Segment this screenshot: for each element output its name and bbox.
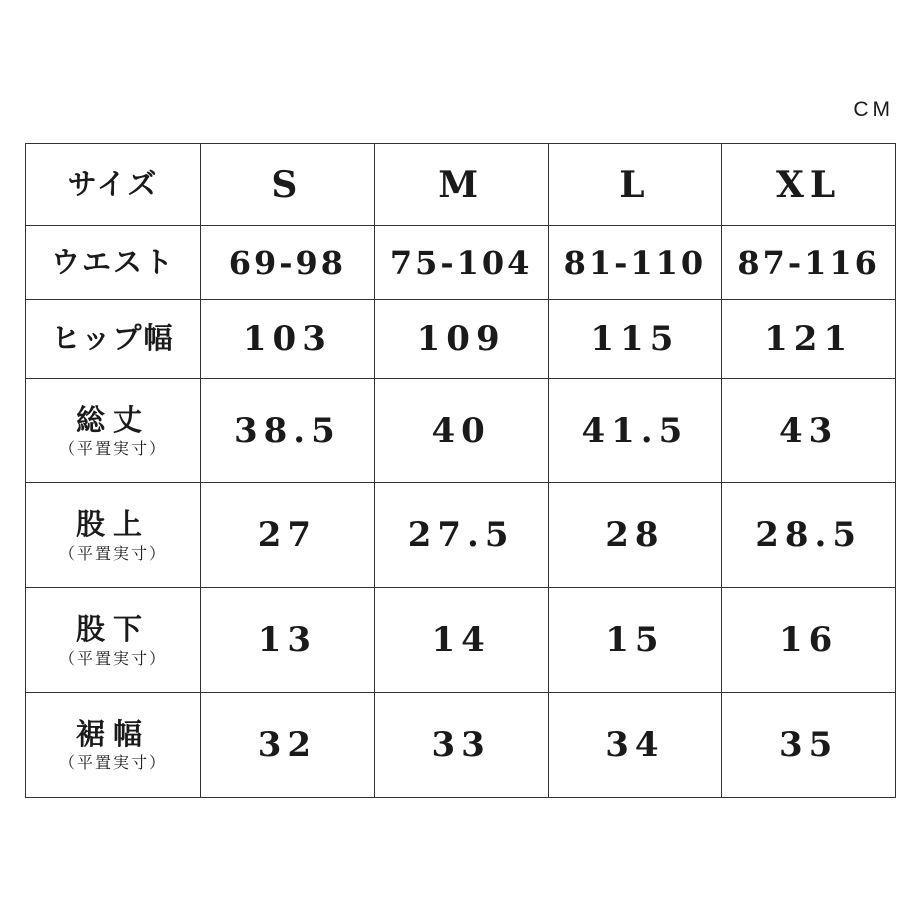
value-text: 32 — [257, 725, 318, 766]
value-cell — [374, 300, 548, 378]
value-cell — [374, 588, 548, 693]
value-cell — [548, 378, 722, 483]
value-text: 28 — [605, 515, 665, 556]
value-cell — [722, 300, 896, 378]
value-cell — [722, 693, 896, 798]
value-cell — [201, 226, 375, 300]
value-cell — [374, 226, 548, 300]
value-text: 28.5 — [755, 515, 863, 556]
header-cell-s — [201, 144, 375, 226]
value-text: 33 — [431, 725, 491, 766]
value-text: 16 — [778, 620, 839, 661]
row-label: 股下 — [75, 612, 150, 647]
value-text: 40 — [431, 410, 491, 451]
value-cell — [722, 588, 896, 693]
value-cell — [548, 693, 722, 798]
value-text: 81-110 — [563, 243, 707, 282]
value-text: 109 — [416, 319, 506, 360]
value-cell — [201, 588, 375, 693]
row-label-cell — [26, 226, 201, 300]
value-cell — [201, 693, 375, 798]
table-header-row — [26, 144, 896, 226]
row-label: 股上 — [75, 507, 150, 542]
table-row-inseam — [26, 588, 896, 693]
table-row-total-length — [26, 378, 896, 483]
value-text: 13 — [257, 620, 318, 661]
size-m: M — [438, 163, 485, 206]
row-label-cell — [26, 693, 201, 798]
value-cell — [548, 483, 722, 588]
row-label-cell — [26, 483, 201, 588]
value-cell — [201, 378, 375, 483]
row-label: ヒップ幅 — [51, 321, 175, 356]
size-xl: XL — [776, 163, 842, 206]
value-text: 103 — [242, 319, 332, 360]
size-s: S — [271, 163, 304, 206]
row-label: 裾幅 — [75, 717, 150, 752]
row-label-cell — [26, 588, 201, 693]
row-label: 総丈 — [75, 402, 150, 437]
value-cell — [722, 378, 896, 483]
value-text: 41.5 — [581, 410, 689, 451]
value-text: 69-98 — [228, 243, 347, 282]
size-chart-table — [25, 143, 896, 798]
value-cell — [722, 483, 896, 588]
row-label-cell — [26, 378, 201, 483]
value-text: 121 — [764, 319, 854, 360]
row-label-cell — [26, 300, 201, 378]
value-text: 27 — [257, 515, 318, 556]
table-row-hem-width — [26, 693, 896, 798]
table-row-rise — [26, 483, 896, 588]
value-cell — [374, 693, 548, 798]
row-label: ウエスト — [50, 245, 175, 280]
value-text: 115 — [590, 319, 680, 360]
value-text: 38.5 — [233, 410, 341, 451]
row-sublabel: （平置実寸） — [58, 753, 167, 773]
value-text: 35 — [778, 725, 839, 766]
value-cell — [374, 378, 548, 483]
header-cell-m — [374, 144, 548, 226]
table-row-hip — [26, 300, 896, 378]
value-cell — [201, 300, 375, 378]
value-cell — [722, 226, 896, 300]
header-cell-xl — [722, 144, 896, 226]
table-row-waist — [26, 226, 896, 300]
value-cell — [374, 483, 548, 588]
size-l: L — [619, 163, 651, 206]
value-cell — [548, 588, 722, 693]
value-text: 43 — [778, 410, 839, 451]
value-text: 34 — [605, 725, 665, 766]
header-label-cell — [26, 144, 201, 226]
header-cell-l — [548, 144, 722, 226]
value-text: 27.5 — [407, 515, 515, 556]
row-sublabel: （平置実寸） — [58, 438, 167, 458]
value-text: 75-104 — [389, 243, 533, 282]
value-text: 14 — [431, 620, 491, 661]
value-text: 15 — [605, 620, 665, 661]
row-sublabel: （平置実寸） — [58, 648, 167, 668]
value-cell — [548, 226, 722, 300]
value-cell — [201, 483, 375, 588]
row-sublabel: （平置実寸） — [58, 543, 167, 563]
unit-label: CM — [853, 98, 894, 121]
value-cell — [548, 300, 722, 378]
value-text: 87-116 — [737, 243, 880, 282]
header-label: サイズ — [67, 166, 159, 201]
